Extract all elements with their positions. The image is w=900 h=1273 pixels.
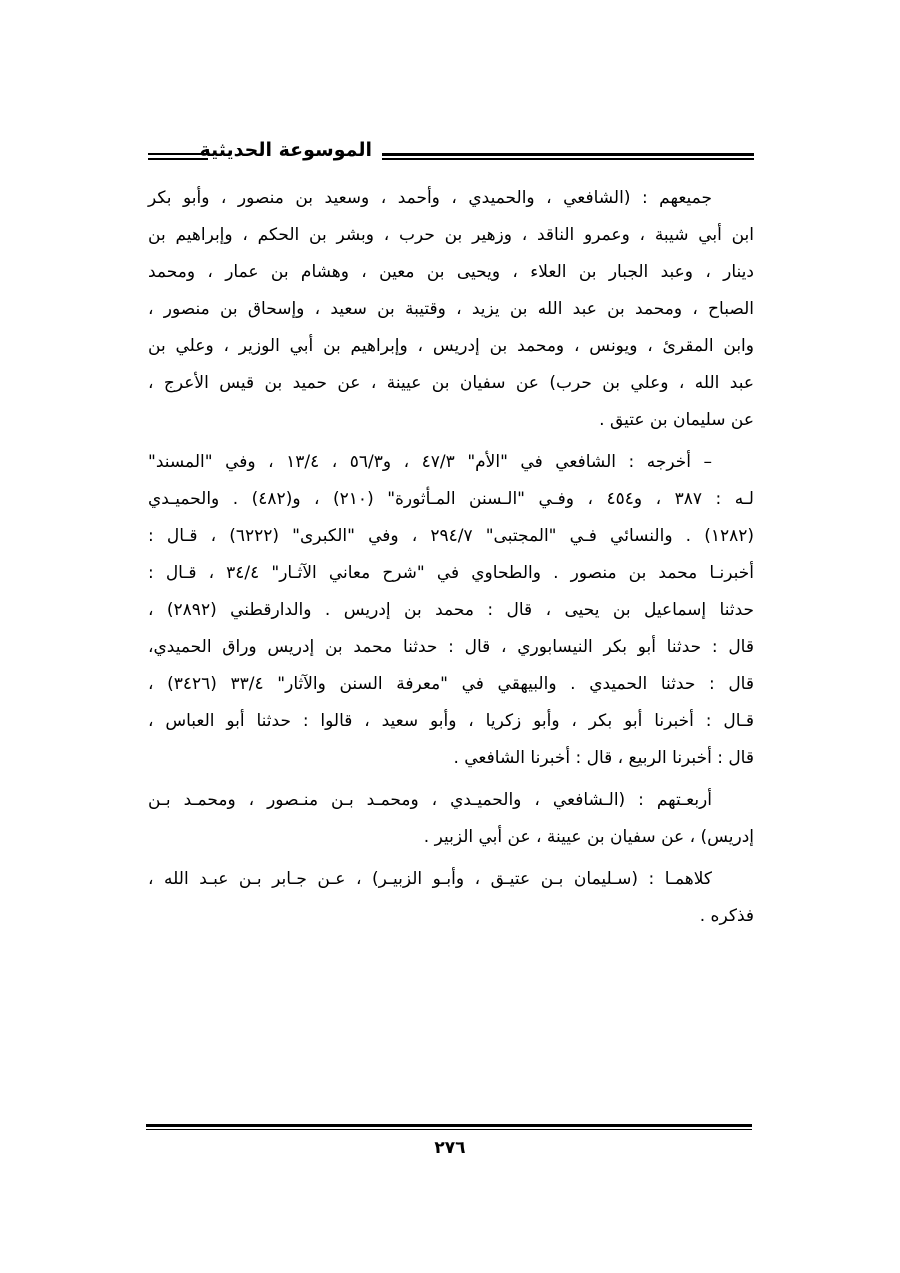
text-line: الصباح ، ومحمد بن عبد الله بن يزيد ، وقتيبة بن سعيد ، وإسحاق بن منصور ، (148, 299, 754, 319)
text-line: قـال : أخبرنا أبو بكر ، وأبو زكريا ، وأبو سعيد ، قالوا : حدثنا أبو العباس ، (148, 711, 754, 731)
text-line: قال : حدثنا أبو بكر النيسابوري ، قال : حدثنا محمد بن إدريس وراق الحميدي، (148, 637, 754, 657)
text-line: كلاهمـا : (سـليمان بـن عتيـق ، وأبـو الزبيـر) ، عـن جـابر بـن عبـد الله ، (148, 869, 712, 889)
text-line: حدثنا إسماعيل بن يحيى ، قال : محمد بن إدريس . والدارقطني (٢٨٩٢) ، (148, 600, 754, 620)
text-line: وابن المقرئ ، ويونس ، ومحمد بن إدريس ، وإبراهيم بن أبي الوزير ، وعلي بن (148, 336, 754, 356)
text-line: جميعهم : (الشافعي ، والحميدي ، وأحمد ، وسعيد بن منصور ، وأبو بكر (148, 188, 712, 208)
text-line: فذكره . (699, 906, 754, 926)
text-line: – أخرجه : الشافعي في "الأم" ٤٧/٣ ، و٥٦/٣ ، ١٣/٤ ، وفي "المسند" (148, 452, 712, 472)
page-number: ٢٧٦ (434, 1138, 466, 1158)
text-line: إدريس) ، عن سفيان بن عيينة ، عن أبي الزبير . (423, 827, 754, 847)
header-title: الموسوعة الحديثية (199, 139, 372, 161)
running-header (148, 139, 754, 169)
body-text (148, 180, 754, 935)
text-line: أخبرنـا محمد بن منصور . والطحاوي في "شرح معاني الآثـار" ٣٤/٤ ، قـال : (148, 563, 754, 583)
header-rule-short (148, 153, 208, 160)
text-line: عن سليمان بن عتيق . (599, 410, 754, 430)
text-line: عبد الله ، وعلي بن حرب) عن سفيان بن عيينة ، عن حميد بن قيس الأعرج ، (148, 373, 754, 393)
text-line: قال : أخبرنا الربيع ، قال : أخبرنا الشافعي . (453, 748, 754, 768)
text-line: (١٢٨٢) . والنسائي فـي "المجتبى" ٢٩٤/٧ ، وفي "الكبرى" (٦٢٢٢) ، قـال : (148, 526, 754, 546)
text-line: أربعـتهم : (الـشافعي ، والحميـدي ، ومحمـد بـن منـصور ، ومحمـد بـن (148, 790, 712, 810)
header-rule-long (382, 153, 754, 160)
text-line: لـه : ٣٨٧ ، و٤٥٤ ، وفـي "الـسنن المـأثورة" (٢١٠) ، و(٤٨٢) . والحميـدي (148, 489, 754, 509)
text-line: دينار ، وعبد الجبار بن العلاء ، ويحيى بن معين ، وهشام بن عمار ، ومحمد (148, 262, 754, 282)
footer-rule (146, 1124, 752, 1130)
text-line: ابن أبي شيبة ، وعمرو الناقد ، وزهير بن حرب ، وبشر بن الحكم ، وإبراهيم بن (148, 225, 754, 245)
text-line: قال : حدثنا الحميدي . والبيهقي في "معرفة السنن والآثار" ٣٣/٤ (٣٤٢٦) ، (148, 674, 754, 694)
